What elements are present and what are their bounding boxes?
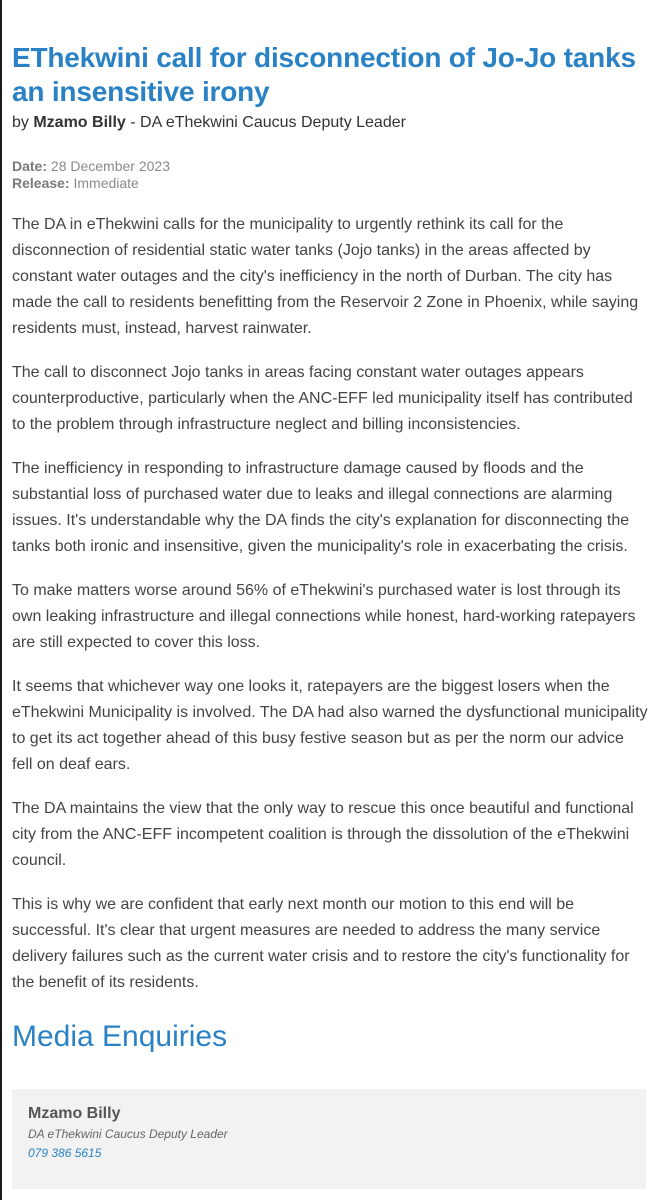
- paragraph: This is why we are confident that early next month our motion to this end will be successful. It's clear that urgent measures are needed to address the many service delivery failures such as the current water crisis and to restore the city's functionality for the benefit of its residents.: [12, 896, 630, 991]
- release-label: Release:: [12, 175, 70, 191]
- byline-role: - DA eThekwini Caucus Deputy Leader: [125, 114, 406, 131]
- paragraph: To make matters worse around 56% of eThekwini's purchased water is lost through its own leaking infrastructure and illegal connections while honest, hard-working ratepayers are still expected to cover this loss.: [12, 582, 636, 651]
- release-meta: [12, 158, 648, 192]
- date-value: 28 December 2023: [47, 158, 170, 174]
- media-contact-card: [12, 1089, 646, 1189]
- paragraph: The DA maintains the view that the only way to rescue this once beautiful and functional city from the ANC-EFF incompetent coalition is through the dissolution of the eThekwini council.: [12, 800, 634, 869]
- contact-role: DA eThekwini Caucus Deputy Leader: [28, 1127, 228, 1141]
- article-page: [12, 0, 648, 1189]
- media-enquiries-heading: Media Enquiries: [12, 1020, 228, 1053]
- article-body: [12, 212, 648, 996]
- left-frame-border: [0, 0, 2, 1200]
- byline-author: Mzamo Billy: [33, 114, 126, 131]
- contact-name: Mzamo Billy: [28, 1105, 121, 1122]
- contact-phone-link[interactable]: 079 386 5615: [28, 1146, 102, 1160]
- date-label: Date:: [12, 158, 48, 174]
- byline-prefix: by: [12, 114, 34, 131]
- byline: [12, 113, 648, 133]
- paragraph: The inefficiency in responding to infrastructure damage caused by floods and the substantial loss of purchased water due to leaks and illegal connections are alarming issues. It's understandable why the DA finds the city's explanation for disconnecting the tanks both ironic and insensitive, given the municipality's role in exacerbating the crisis.: [12, 460, 630, 555]
- release-line: [12, 175, 648, 192]
- paragraph: The call to disconnect Jojo tanks in areas facing constant water outages appears counterproductive, particularly when the ANC-EFF led municipality itself has contributed to the problem through infrastructure neglect and billing inconsistencies.: [12, 364, 633, 433]
- article-title: EThekwini call for disconnection of Jo-Jo tanks an insensitive irony: [12, 42, 636, 107]
- date-line: [12, 158, 648, 175]
- release-value: Immediate: [69, 175, 139, 191]
- paragraph: It seems that whichever way one looks it, ratepayers are the biggest losers when the eThekwini Municipality is involved. The DA had also warned the dysfunctional municipality to get its act together ahead of this busy festive season but as per the norm our advice fell on deaf ears.: [12, 678, 648, 773]
- paragraph: The DA in eThekwini calls for the municipality to urgently rethink its call for the disconnection of residential static water tanks (Jojo tanks) in the areas affected by constant water outages and the city's inefficiency in the north of Durban. The city has made the call to residents benefitting from the Reservoir 2 Zone in Phoenix, while saying residents must, instead, harvest rainwater.: [12, 216, 639, 337]
